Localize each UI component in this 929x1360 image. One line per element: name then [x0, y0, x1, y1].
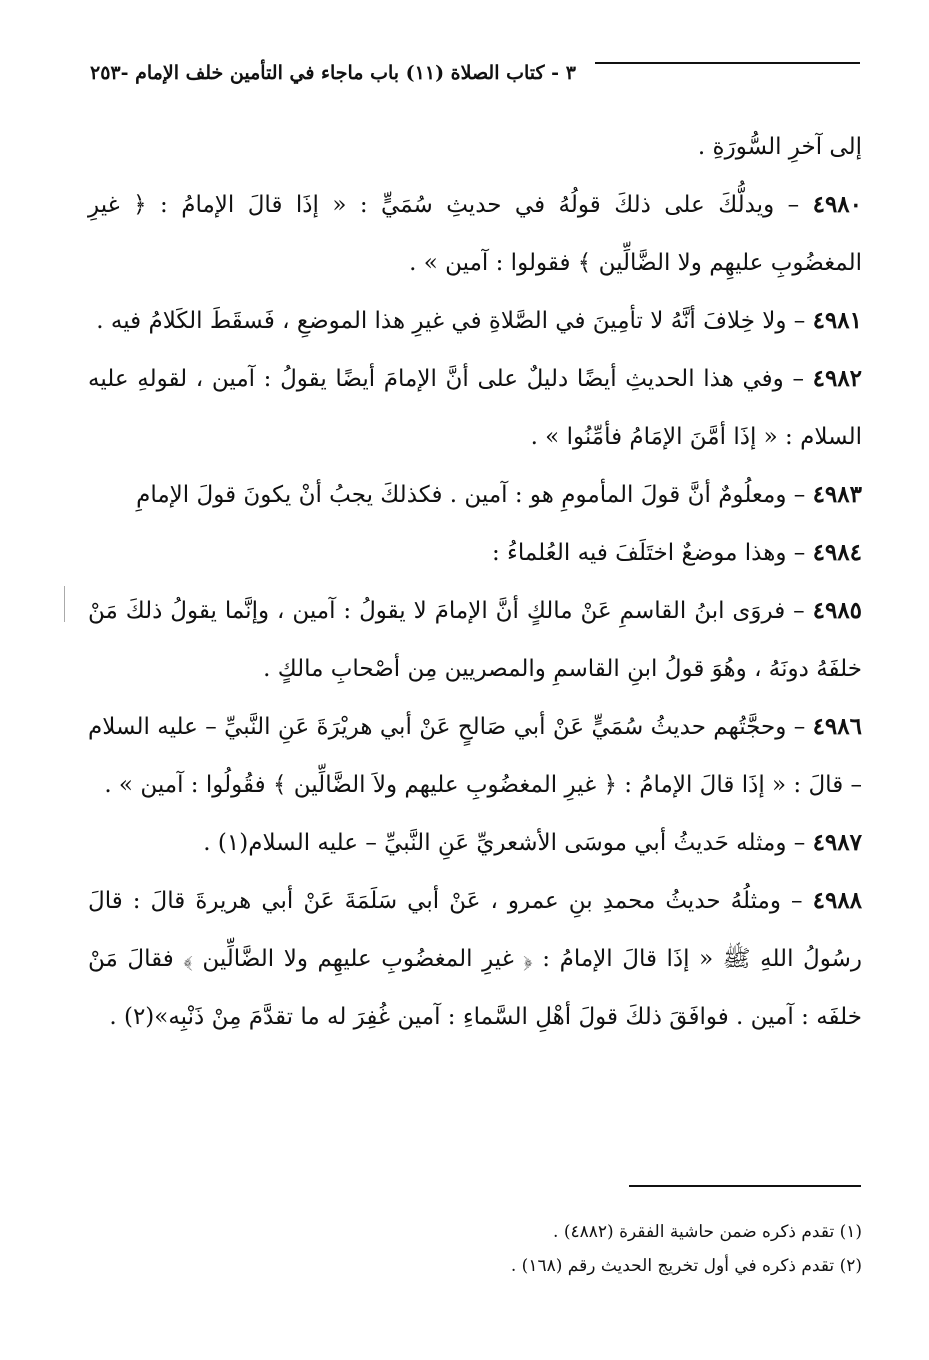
paragraph-number: ٤٩٨٣: [812, 481, 862, 508]
paragraph-text: وهذا موضعٌ اختَلَفَ فيه العُلماءُ :: [492, 540, 787, 566]
paragraph-separator: –: [793, 540, 806, 566]
paragraph-separator: –: [793, 598, 805, 624]
main-text: [88, 118, 862, 1046]
paragraph-number: ٤٩٨٢: [812, 365, 863, 392]
paragraph: [88, 814, 862, 872]
running-header-title: ٣ - كتاب الصلاة (١١) باب ماجاء في التأمين خلف الإمام -٢٥٣: [90, 62, 576, 84]
paragraph-text: فروَى ابنُ القاسمِ عَنْ مالكٍ أنَّ الإمامَ لا يقولُ : آمين ، وإنَّما يقولُ ذلكَ مَنْ خلفَهُ دونَهُ ، وهُوَ قولُ ابنِ القاسمِ والمصريين مِن أصْحابِ مالكٍ .: [88, 598, 862, 682]
paragraph: [88, 292, 862, 350]
paragraph-separator: –: [793, 830, 806, 856]
paragraph-text: وحجَّتُهم حديثُ سُمَيٍّ عَنْ أبي صَالحٍ عَنْ أبي هريْرَةَ عَنِ النَّبيِّ – عليه السلام – قالَ : « إذَا قالَ الإمامُ : ﴿ غيرِ المغضُوبِ عليهم ولاَ الضَّالِّين ﴾ فقُولُوا : آمين » .: [88, 714, 862, 798]
paragraph-text: ومعلُومٌ أنَّ قولَ المأمومِ هو : آمين . فكذلكَ يجبُ أنْ يكونَ قولَ الإمامِ: [136, 482, 787, 508]
paragraph-number: ٤٩٨٨: [812, 887, 863, 914]
paragraph-number: ٤٩٨٦: [812, 713, 862, 740]
paragraph-number: ٤٩٨٧: [812, 829, 862, 856]
paragraph: [88, 524, 862, 582]
paragraph-text: ومثله حَديثُ أبي موسَى الأشعريِّ عَنِ النَّبيِّ – عليه السلام(١) .: [203, 830, 787, 856]
paragraph: [88, 350, 862, 466]
paragraph-number: ٤٩٨٥: [812, 597, 863, 624]
paragraph-text: إلى آخرِ السُّورَةِ .: [697, 134, 862, 160]
margin-mark: [64, 586, 65, 622]
paragraph: [88, 176, 862, 292]
header-rule: [595, 62, 860, 64]
paragraph-separator: –: [787, 192, 800, 218]
paragraph: [88, 582, 862, 698]
paragraph: [88, 698, 862, 814]
footnotes: [88, 1215, 862, 1283]
paragraph-text: وفي هذا الحديثِ أيضًا دليلٌ على أنَّ الإمامَ أيضًا يقولُ : آمين ، لقولهِ عليه السلام : « إذَا أمَّنَ الإمَامُ فأمِّنُوا » .: [88, 366, 862, 450]
paragraph: [88, 872, 862, 1046]
footnote-rule: [629, 1185, 861, 1187]
paragraph-text: ومثلُهُ حديثُ محمدِ بنِ عمرو ، عَنْ أبي سَلَمَةَ عَنْ أبي هريرةَ قالَ : قالَ رسُولُ اللهِ ﷺ « إذَا قالَ الإمامُ : ﴿ غيرِ المغضُوبِ عليهِم ولا الضَّالِّين ﴾ فقالَ مَنْ خلفَه : آمين . فوافَقَ ذلكَ قولَ أهْلِ السَّماءِ : آمين غُفِرَ له ما تقدَّمَ مِنْ ذَنْبِه»(٢) .: [88, 888, 862, 1030]
paragraph-number: ٤٩٨١: [812, 307, 862, 334]
page-header: [90, 50, 860, 90]
paragraph: [88, 118, 862, 176]
paragraph: [88, 466, 862, 524]
paragraph-separator: –: [793, 714, 806, 740]
paragraph-separator: –: [791, 888, 803, 914]
paragraph-separator: –: [793, 482, 806, 508]
footnote: (٢) تقدم ذكره في أول تخريج الحديث رقم (١٦٨) .: [510, 1256, 862, 1276]
paragraph-number: ٤٩٨٤: [812, 539, 862, 566]
paragraph-separator: –: [792, 366, 804, 392]
paragraph-text: ولا خِلافَ أنَّهُ لا تأمِينَ في الصَّلاةِ في غيرِ هذا الموضعِ ، فَسقَطَ الكَلامُ فيه .: [96, 308, 787, 334]
footnote: (١) تقدم ذكره ضمن حاشية الفقرة (٤٨٨٢) .: [553, 1222, 862, 1242]
paragraph-number: ٤٩٨٠: [812, 191, 863, 218]
paragraph-text: ويدلُّكَ على ذلكَ قولُهُ في حديثِ سُمَيٍّ : « إذَا قالَ الإمامُ : ﴿ غيرِ المغضُوبِ عليهِم ولا الضَّالِّين ﴾ فقولوا : آمين » .: [88, 192, 862, 276]
paragraph-separator: –: [793, 308, 806, 334]
